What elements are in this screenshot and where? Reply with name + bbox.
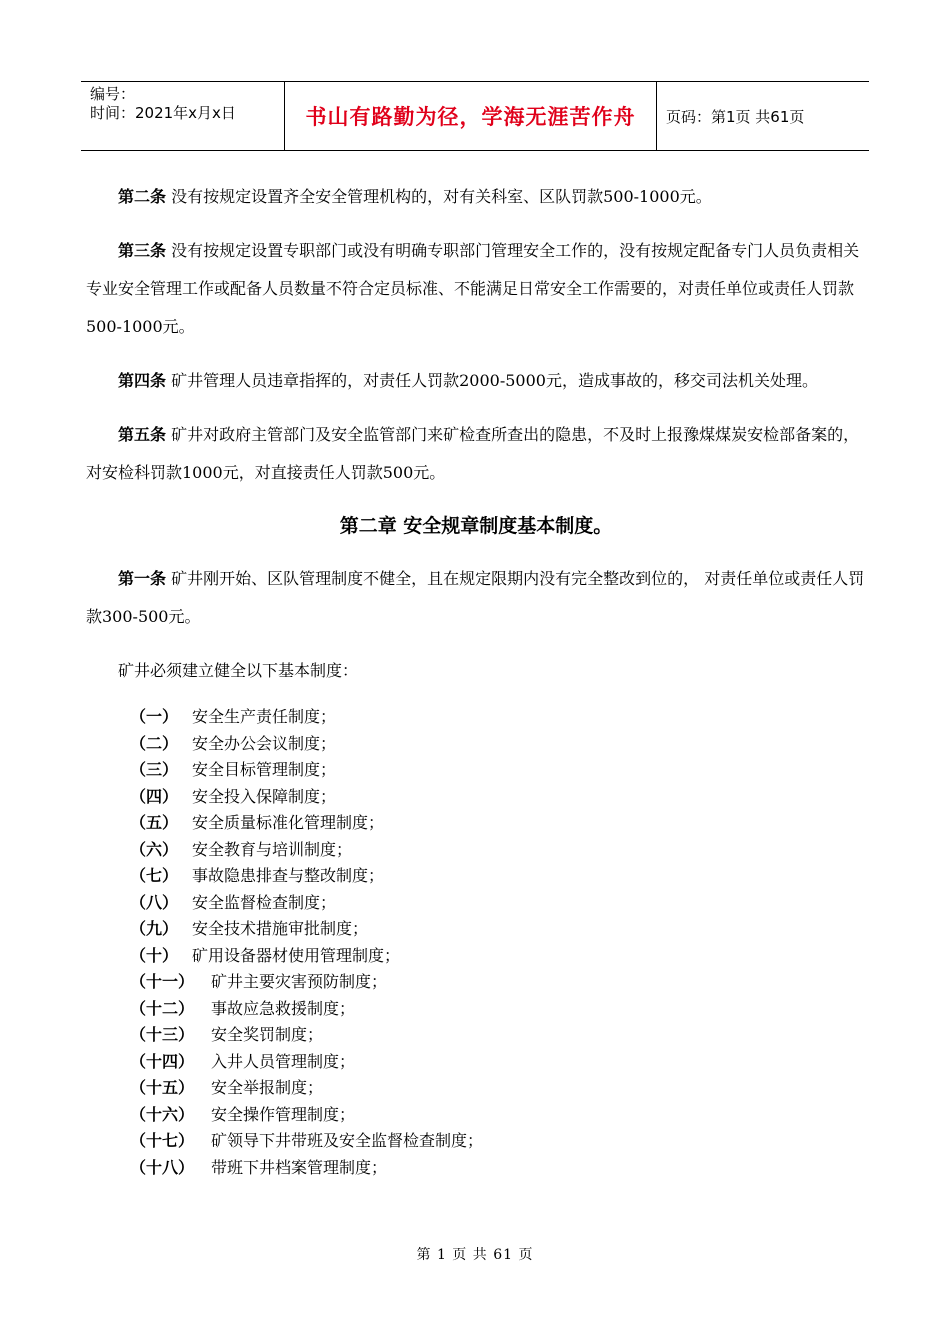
article-label: 第二条 (118, 187, 167, 206)
list-item (130, 757, 866, 784)
article-text: 矿井刚开始、区队管理制度不健全，且在规定限期内没有完全整改到位的， 对责任单位或责任人罚款300-500元。 (86, 569, 865, 626)
item-number: （七） (130, 866, 179, 885)
list-item (130, 1075, 866, 1102)
list-intro: 矿井必须建立健全以下基本制度： (118, 661, 359, 680)
item-text: 安全教育与培训制度； (192, 839, 353, 859)
header-motto: 书山有路勤为径，学海无涯苦作舟 (284, 82, 657, 150)
article-label: 第三条 (118, 241, 167, 260)
item-number: （九） (130, 919, 179, 938)
list-item (130, 810, 866, 837)
item-number: （十三） (130, 1025, 195, 1044)
page-header (81, 81, 869, 151)
item-text: 安全操作管理制度； (211, 1104, 356, 1124)
article-label: 第四条 (118, 371, 167, 390)
item-number: （四） (130, 786, 179, 806)
list-item (130, 1102, 866, 1129)
list-item (130, 784, 866, 811)
list-item (130, 916, 866, 943)
article-label: 第一条 (118, 569, 167, 588)
article-text: 矿井对政府主管部门及安全监管部门来矿检查所查出的隐患，不及时上报豫煤煤炭安检部备案的，对安检科罚款1000元，对直接责任人罚款500元。 (86, 425, 860, 482)
item-text: 事故隐患排查与整改制度； (192, 866, 385, 885)
item-text: 安全奖罚制度； (211, 1025, 324, 1044)
document-time-label: 时间：2021年x月x日 (90, 104, 236, 122)
header-meta (81, 82, 284, 150)
page-footer: 第 1 页 共 61 页 (416, 1247, 534, 1263)
item-number: （八） (130, 892, 179, 912)
item-number: （三） (130, 760, 179, 779)
item-text: 入井人员管理制度； (211, 1051, 356, 1071)
chapter2-article-1 (86, 560, 866, 636)
item-text: 矿领导下井带班及安全监督检查制度； (211, 1131, 484, 1150)
document-number-label: 编号： (90, 85, 136, 103)
item-number: （十二） (130, 998, 195, 1018)
item-number: （十五） (130, 1078, 195, 1097)
item-number: （五） (130, 813, 179, 832)
list-item (130, 1022, 866, 1049)
list-item (130, 837, 866, 864)
item-text: 带班下井档案管理制度； (211, 1157, 388, 1177)
article-3 (86, 232, 866, 346)
item-number: （六） (130, 839, 179, 859)
list-item (130, 969, 866, 996)
system-list (86, 704, 866, 1181)
item-text: 安全技术措施审批制度； (192, 919, 369, 938)
item-text: 安全投入保障制度； (192, 786, 337, 806)
item-number: （十八） (130, 1157, 195, 1177)
item-text: 安全目标管理制度； (192, 760, 337, 779)
article-5 (86, 416, 866, 492)
list-item (130, 731, 866, 758)
list-item (130, 1128, 866, 1155)
item-text: 事故应急救援制度； (211, 998, 356, 1018)
article-2 (86, 178, 866, 216)
list-item (130, 890, 866, 917)
article-label: 第五条 (118, 425, 167, 444)
item-number: （十） (130, 945, 179, 965)
item-text: 安全质量标准化管理制度； (192, 813, 385, 832)
item-text: 安全生产责任制度； (192, 707, 337, 726)
header-page-info: 页码：第1页 共61页 (666, 107, 805, 126)
item-number: （十六） (130, 1104, 195, 1124)
list-item (130, 704, 866, 731)
list-item (130, 943, 866, 970)
article-text: 没有按规定设置齐全安全管理机构的，对有关科室、区队罚款500-1000元。 (171, 187, 712, 206)
article-text: 矿井管理人员违章指挥的，对责任人罚款2000-5000元，造成事故的，移交司法机关处理。 (171, 371, 818, 390)
item-text: 安全监督检查制度； (192, 892, 337, 912)
article-text: 没有按规定设置专职部门或没有明确专职部门管理安全工作的，没有按规定配备专门人员负责相关专业安全管理工作或配备人员数量不符合定员标准、不能满足日常安全工作需要的，对责任单位或责任人罚款500-1000元。 (86, 241, 860, 336)
list-item (130, 863, 866, 890)
list-item (130, 996, 866, 1023)
list-item (130, 1155, 866, 1182)
item-number: （二） (130, 733, 179, 753)
item-number: （十一） (130, 972, 195, 991)
item-text: 安全办公会议制度； (192, 733, 337, 753)
item-number: （一） (130, 707, 179, 726)
item-number: （十七） (130, 1131, 195, 1150)
chapter-title: 第二章 安全规章制度基本制度。 (339, 515, 613, 537)
item-text: 矿井主要灾害预防制度； (211, 972, 388, 991)
item-number: （十四） (130, 1051, 195, 1071)
item-text: 矿用设备器材使用管理制度； (192, 945, 401, 965)
item-text: 安全举报制度； (211, 1078, 324, 1097)
document-body (86, 178, 866, 1181)
article-4 (86, 362, 866, 400)
list-item (130, 1049, 866, 1076)
